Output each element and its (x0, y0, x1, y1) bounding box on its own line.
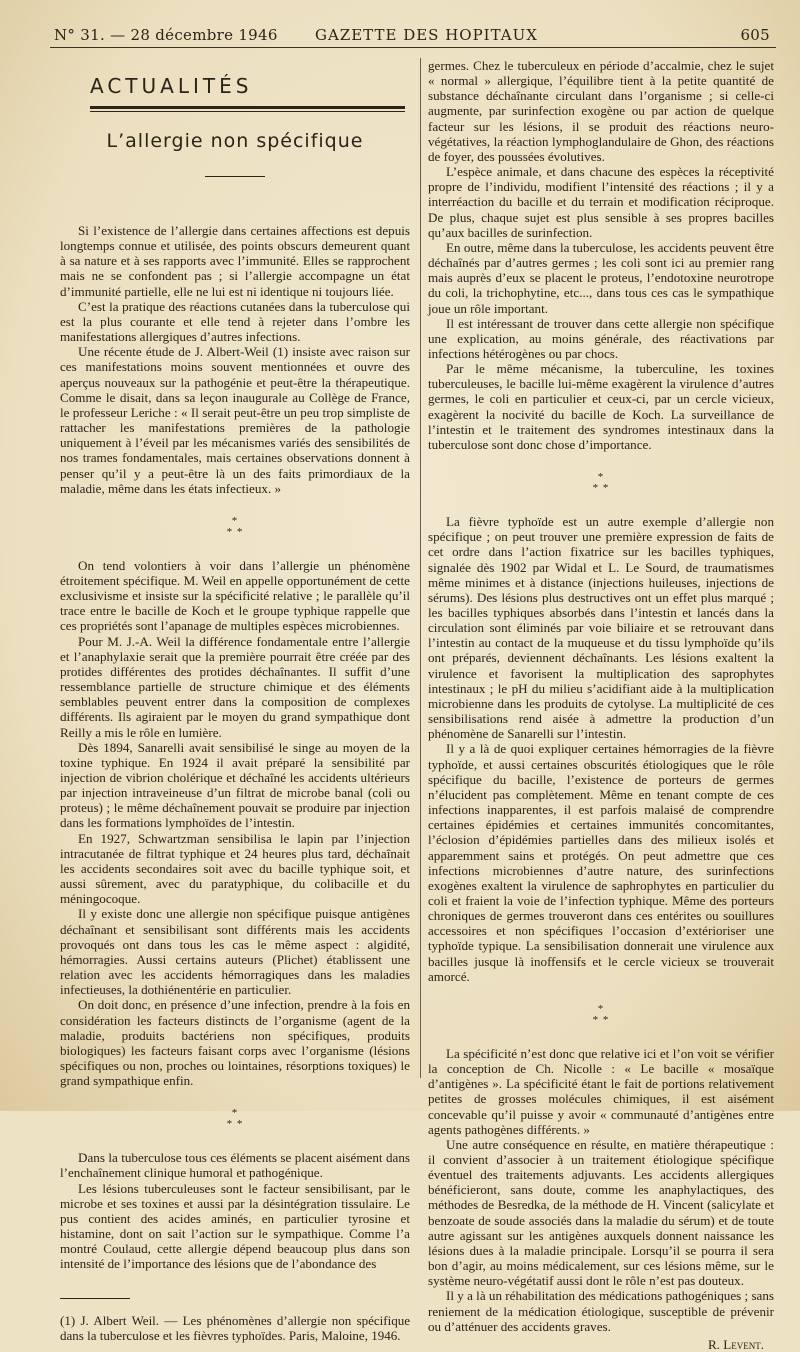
paragraph: Il y a là de quoi expliquer certaines hémorragies de la fièvre typhoïde, et aussi certaines obscurités étiologiques que le rôle spécifique du bacille, l’existence de porteurs de germes n’élucident pas complètement. Même en tenant compte de ces infections inapparentes, il est parfois malaisé de comprendre certaines épidémies et certaines immunités concomitantes, l’éclosion d’épidémies partielles dans des milieux isolés et apparemment sains et protégés. On peut admettre que ces infections microbiennes d’autre nature, des surinfections exogènes exaltent la virulence de saphrophytes en particulier du coli et fraient la voie de l’infection typhique. Même des porteurs chroniques de germes trouveront dans ces entérites ou souillures accessoires et non spécifiques l’occasion d’extérioriser une typhoïde typique. La sensibilisation donnerait une virulence aux bacilles jusque là inoffensifs et le cercle vicieux se trouverait amorcé. (428, 741, 774, 984)
paragraph: Si l’existence de l’allergie dans certaines affections est depuis longtemps connue et utilisée, des points obscurs demeurent quant à sa nature et à ses rapports avec l’immunité. Elles se rapprochent mais ne se confondent pas ; si l’allergie accompagne un état d’immunité partielle, elle ne lui est ni identique ni toujours liée. (60, 223, 410, 299)
footnote-rule (60, 1298, 130, 1299)
section-rubric: ACTUALITÉS (90, 74, 253, 98)
journal-name: GAZETTE DES HOPITAUX (315, 26, 538, 44)
paragraph: Les lésions tuberculeuses sont le facteur sensibilisant, par le microbe et ses toxines et aussi par la désintégration tissulaire. Le pus contient des acides aminés, en particulier tyrosine et histamine, dont on sait l’action sur le sympathique. Comme l’a montré Coulaud, cette allergie dépend beaucoup plus dans son intensité de l’importance des lésions que de l’abondance des (60, 1180, 410, 1272)
footnote: (1) J. Albert Weil. — Les phénomènes d’allergie non spécifique dans la tuberculose et les fièvres typhoïdes. Paris, Maloine, 1946. (60, 1312, 410, 1343)
header-rule (50, 47, 776, 48)
section-separator: * * * (226, 514, 244, 538)
issue-date: N° 31. — 28 décembre 1946 (54, 26, 278, 44)
paragraph: Il y a là un réhabilitation des médications pathogéniques ; sans reniement de la médication étiologique, susceptible de prévenir ou d’atténuer des accidents graves. (428, 1288, 774, 1334)
paragraph: Dès 1894, Sanarelli avait sensibilisé le singe au moyen de la toxine typhique. En 1924 il avait préparé la sensibilité par injection de vibrion cholérique et déchaîné les accidents ultérieurs par injection intraveineuse d’un filtrat de microbe banal (coli ou proteus) ; le même déchaînement pouvait se produire par injection dans les formations lymphoïdes de l’intestin. (60, 739, 410, 831)
paragraph: On doit donc, en présence d’une infection, prendre à la fois en considération les facteurs distincts de l’organisme (agent de la maladie, produits bactériens non spécifiques, produits biologiques) les facteurs faisant corps avec l’organisme (lésions spécifiques ou non, proches ou lointaines, résorptions toxiques) le grand sympathique enfin. (60, 997, 410, 1089)
paragraph: Une autre conséquence en résulte, en matière thérapeutique : il convient d’associer à un traitement étiologique spécifique éventuel des traitements adjuvants. Les accidents allergiques bénéficieront, sans doute, comme les anaphylactiques, des méthodes de Besredka, de la méthode de H. Vincent (salicylate et benzoate de soude associés dans la maladie du sérum) et de toute autre agissant sur les antigènes auxquels donnent naissance les lésions dues à la maladie principale. Lorsqu’il se pourra il sera bon d’agir, au moins médicalement, sur ces lésions même, sur le système neuro-végétatif aussi dont le rôle n’est pas douteux. (428, 1136, 774, 1289)
paragraph: Dans la tuberculose tous ces éléments se placent aisément dans l’enchaînement clinique humoral et pathogénique. (60, 1150, 410, 1181)
section-separator: * * * (592, 1002, 610, 1026)
paragraph: Pour M. J.-A. Weil la différence fondamentale entre l’allergie et l’anaphylaxie serait que la première pourrait être créée par des protides différentes des protides déchaînantes. Il suffit d’une ressemblance partielle de structure chimique et des éléments semblables peuvent entrer dans la composition de complexes différents. Ils agiraient par le moyen du grand sympathique dont Reilly a mis le rôle en lumière. (60, 633, 410, 740)
column-divider (420, 58, 421, 1078)
paragraph: Il est intéressant de trouver dans cette allergie non spécifique une explication, au moins générale, des réactivations par infections hétérogènes ou par chocs. (428, 315, 774, 361)
paragraph: La fièvre typhoïde est un autre exemple d’allergie non spécifique ; on peut trouver une première expression de faits de cet ordre dans l’action fixatrice sur les bacilles typhiques, signalée dès 1902 par Widal et L. Le Sourd, de traumatismes même minimes et à distance (injections huileuses, injections de sérums). Des lésions plus destructives ont un effet plus marqué ; les bacilles typhiques absorbés dans l’intestin et lancés dans la circulation sont éliminés par voie biliaire et se retrouvant dans l’intestin au contact de la muqueuse et du tissu lymphoïde qu’ils ont préparés, deviennent déchaînants. Les lésions exaltent la virulence et favorisent la multiplication des saprophytes intestinaux ; le pH du milieu s’acidifiant aide à la multiplication microbienne dans les produits de cytolyse. La multiplicité de ces sensibilisations rend aisée à admettre la production d’un phénomène de Sanarelli sur l’intestin. (428, 514, 774, 742)
article-title: L’allergie non spécifique (106, 130, 364, 152)
rubric-rule-thin (90, 111, 405, 112)
paragraph: La spécificité n’est donc que relative ici et l’on voit se vérifier la conception de Ch. Nicolle : « Le bacille « mosaïque d’antigènes ». La spécificité étant le fait de portions relativement petites de grosses molécules chimiques, il est aisément concevable qu’il puisse y avoir « communauté d’antigènes entre agents pathogènes différents. » (428, 1045, 774, 1137)
paragraph: En outre, même dans la tuberculose, les accidents peuvent être déchaînés par d’autres germes ; les coli sont ici au premier rang mais auprès d’eux se placent le proteus, l’endotoxine neurotrope du coli, la trichophytine, etc..., dans tous ces cas le sympathique joue un rôle important. (428, 239, 774, 316)
left-column (60, 58, 410, 1343)
author-signature: R. Levent. (707, 1336, 764, 1352)
section-separator: * * * (592, 471, 610, 495)
paragraph: L’espèce animale, et dans chacune des espèces la réceptivité propre de l’individu, modifient l’intensité des réactions ; il y a interréaction du bacille et du terrain et modification réciproque. De plus, chaque sujet est plus sensible à ses propres bacilles qu’aux bacilles de surinfection. (428, 164, 774, 240)
page-number: 605 (740, 26, 770, 44)
paragraph: C’est la pratique des réactions cutanées dans la tuberculose qui est la plus courante et elle tend à rejeter dans l’ombre les manifestations allergiques d’autres infections. (60, 298, 410, 345)
paragraph: Il y existe donc une allergie non spécifique puisque antigènes déchaînant et sensibilisant sont différents mais les accidents provoqués ont dans tous les cas le même aspect : algidité, hémorragies. Aussi certains auteurs (Plichet) établissent une relation avec les accidents hémorragiques dans les maladies infectieuses, la dothiénentérie en particulier. (60, 906, 410, 998)
paragraph: En 1927, Schwartzman sensibilisa le lapin par l’injection intracutanée de filtrat typhique et 24 heures plus tard, déchaînait les accidents secondaires soit avec du bacille typhique soit, et aussi sûrement, avec du paratyphique, du colibacille et du méningocoque. (60, 830, 410, 907)
paragraph: Une récente étude de J. Albert-Weil (1) insiste avec raison sur ces manifestations moins souvent mentionnées et ouvre des aperçus nouveaux sur la pathogénie et peut-être la thérapeutique. Comme le disait, dans sa leçon inaugurale au Collège de France, le professeur Leriche : « Il serait peut-être un peu trop simpliste de rattacher les manifestations premières de la pathologie uniquement à l’éveil par les mécanismes variés des sensibilités de nos trames fondamentales, mais certaines observations donnent à penser qu’il y a peut-être là un des faits primordiaux de la maladie, même dans les états infectieux. » (60, 344, 410, 496)
section-separator: * * * (226, 1107, 244, 1131)
paragraph: On tend volontiers à voir dans l’allergie un phénomène étroitement spécifique. M. Weil en appelle opportunément de cette exclusivisme et insiste sur la spécificité relative ; le parallèle qu’il trace entre le bacille de Koch et le groupe typhique rappelle que ces propriétés sont l’apanage de multiples espèces microbiennes. (60, 557, 410, 634)
right-column (428, 58, 774, 1352)
paragraph: germes. Chez le tuberculeux en période d’accalmie, chez le sujet « normal » allergique, l’équilibre tient à la petite quantité de substance déchaînante circulant dans l’organisme ; si celle-ci augmente, par surinfection exogène ou par action de quelque facteur sur les lésions, il se produit des réactions neuro-végétatives, la réaction lymphoglandulaire de Ghon, des réactions de foyer, des poussées évolutives. (428, 58, 774, 164)
rubric-rule (90, 106, 405, 109)
paragraph: Par le même mécanisme, la tuberculine, les toxines tuberculeuses, le bacille lui-même exagèrent la virulence d’autres germes, le coli en particulier et ceux-ci, par un cercle vicieux, exagèrent la nocivité du bacille de Koch. La surveillance de l’intestin et le traitement des syndromes intestinaux dans la tuberculose sont donc chose d’importance. (428, 361, 774, 452)
running-header (50, 26, 776, 46)
